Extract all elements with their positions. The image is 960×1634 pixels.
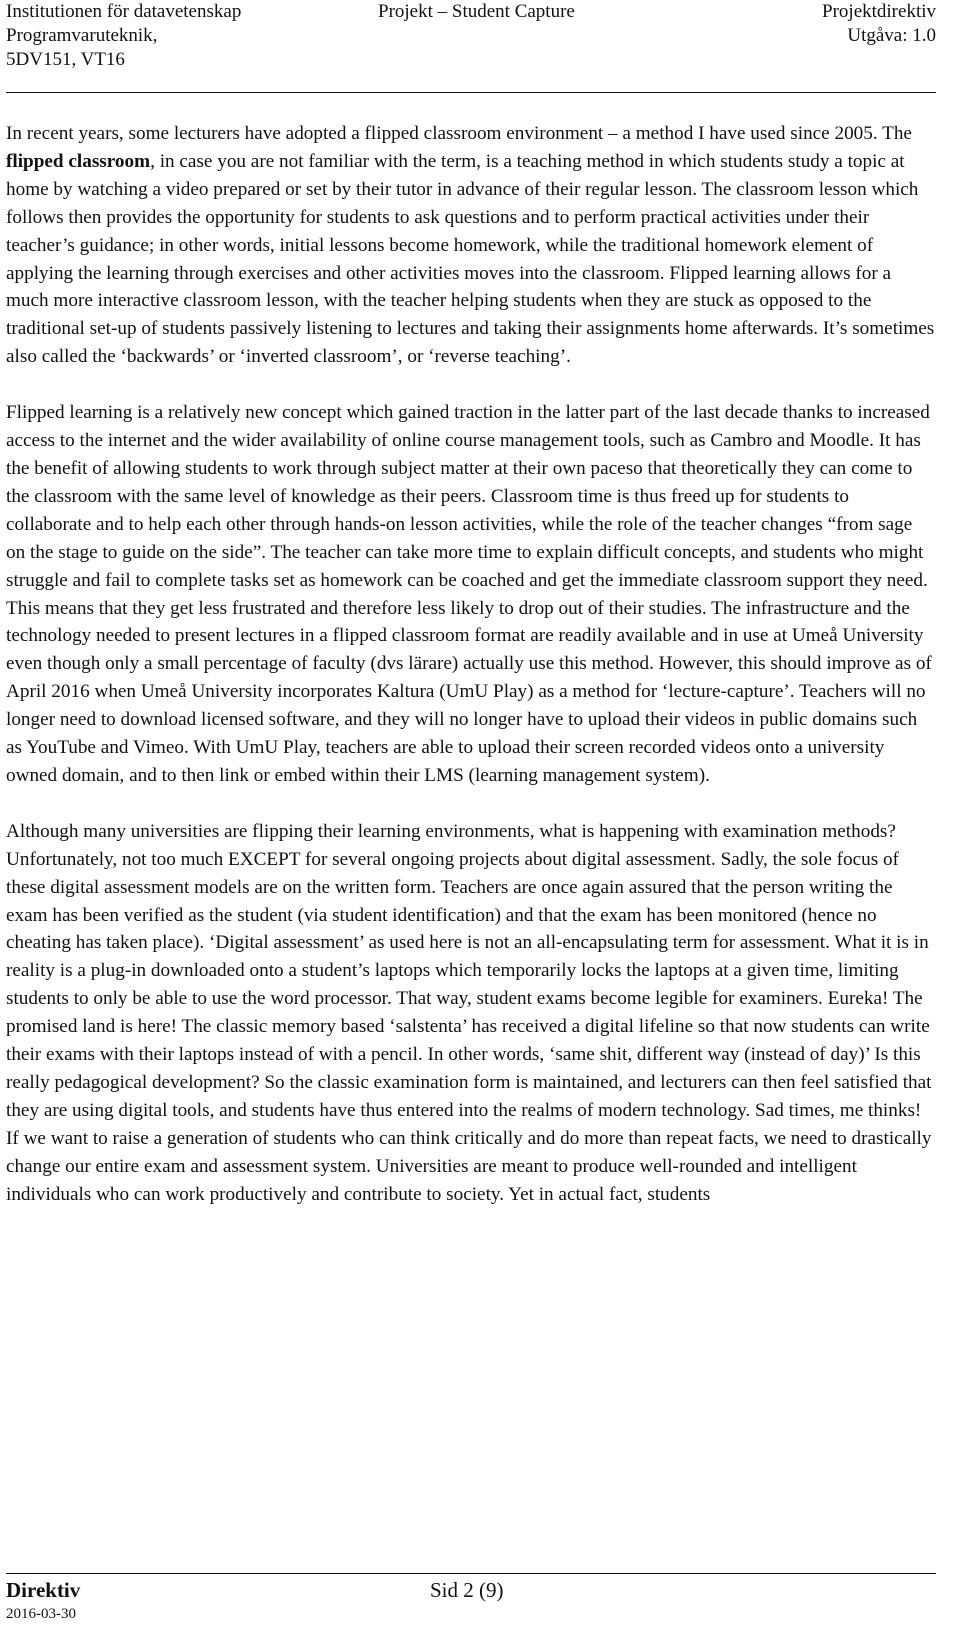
footer-left — [6, 1576, 80, 1624]
footer-divider — [6, 1573, 936, 1574]
paragraph-1 — [6, 120, 936, 371]
header-divider — [6, 92, 936, 93]
header-right — [822, 0, 936, 48]
header-doc-type: Projektdirektiv — [822, 1, 936, 22]
page-number: Sid 2 (9) — [430, 1578, 504, 1602]
header-version: Utgåva: 1.0 — [847, 25, 936, 46]
paragraph-1-text-b: , in case you are not familiar with the term, is a teaching method in which students study a topic at home by watching a video prepared or set by their tutor in advance of their regular lesson. The classroom lesson which follows then provides the opportunity for students to ask questions and to perform practical activities under their teacher’s guidance; in other words, initial lessons become homework, while the traditional homework element of applying the learning through exercises and other activities moves into the classroom. Flipped learning allows for a much more interactive classroom lesson, with the teacher helping students when they are stuck as opposed to the traditional set-up of students passively listening to lectures and taking their assignments home afterwards. It’s sometimes also called the ‘backwards’ or ‘inverted classroom’, or ‘reverse teaching’. — [6, 150, 935, 368]
document-body — [6, 120, 936, 1209]
header-left — [6, 0, 241, 72]
footer-date: 2016-03-30 — [6, 1606, 76, 1622]
header-department: Institutionen för datavetenskap — [6, 1, 242, 22]
header-center — [378, 0, 575, 24]
paragraph-3: Although many universities are flipping their learning environments, what is happening with examination methods? Unfortunately, not too much EXCEPT for several ongoing projects about digital assessment. Sadly, the sole focus of these digital assessment models are on the written form. Teachers are once again assured that the person writing the exam has been verified as the student (via student identification) and that the exam has been monitored (hence no cheating has taken place). ‘Digital assessment’ as used here is not an all-encapsulating term for assessment. What it is in reality is a plug-in downloaded onto a student’s laptops which temporarily locks the laptops at a given time, limiting students to only be able to use the word processor. That way, student exams become legible for examiners. Eureka! The promised land is here! The classic memory based ‘salstenta’ has received a digital lifeline so that now students can write their exams with their laptops instead of with a pencil. In other words, ‘same shit, different way (instead of day)’ Is this really pedagogical development? So the classic examination form is maintained, and lecturers can then feel satisfied that they are using digital tools, and students have thus entered into the realms of modern technology. Sad times, me thinks! If we want to raise a generation of students who can think critically and do more than repeat facts, we need to drastically change our entire exam and assessment system. Universities are meant to produce well-rounded and intelligent individuals who can work productively and contribute to society. Yet in actual fact, students — [6, 820, 932, 1205]
header-program: Programvaruteknik, — [6, 25, 158, 46]
footer-doc-title: Direktiv — [6, 1578, 81, 1602]
flipped-classroom-term: flipped classroom — [6, 150, 151, 172]
page-header — [6, 0, 936, 96]
header-project-title: Projekt – Student Capture — [378, 1, 575, 22]
paragraph-2: Flipped learning is a relatively new concept which gained traction in the latter part of the last decade thanks to increased access to the internet and the wider availability of online course management tools, such as Cambro and Moodle. It has the benefit of allowing students to work through subject matter at their own paceso that theoretically they can come to the classroom with the same level of knowledge as their peers. Classroom time is thus freed up for students to collaborate and to help each other through hands-on lesson activities, while the role of the teacher changes “from sage on the stage to guide on the side”. The teacher can take more time to explain difficult concepts, and students who might struggle and fail to complete tasks set as homework can be coached and get the immediate classroom support they need. This means that they get less frustrated and therefore less likely to drop out of their studies. The infrastructure and the technology needed to present lectures in a flipped classroom format are readily available and in use at Umeå University even though only a small percentage of faculty (dvs lärare) actually use this method. However, this should improve as of April 2016 when Umeå University incorporates Kaltura (UmU Play) as a method for ‘lecture-capture’. Teachers will no longer need to download licensed software, and they will no longer have to upload their videos in public domains such as YouTube and Vimeo. With UmU Play, teachers are able to upload their screen recorded videos onto a university owned domain, and to then link or embed within their LMS (learning management system). — [6, 402, 932, 786]
paragraph-1-text-a: In recent years, some lecturers have adopted a flipped classroom environment – a method I have used since 2005. The — [6, 123, 912, 144]
header-course-code: 5DV151, VT16 — [6, 49, 125, 70]
